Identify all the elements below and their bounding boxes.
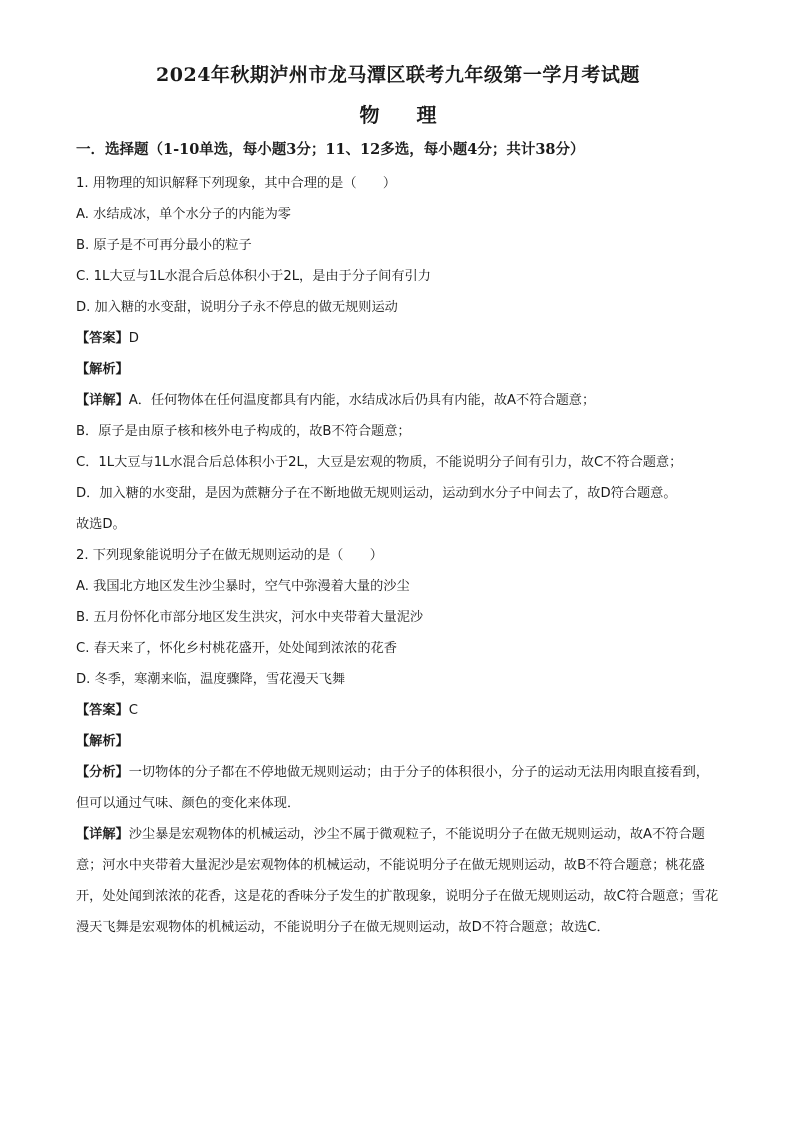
option-c: C. 1L大豆与1L水混合后总体积小于2L，是由于分子间有引力 xyxy=(76,269,431,284)
fenxi-text: 一切物体的分子都在不停地做无规则运动；由于分子的体积很小，分子的运动无法用肉眼直接看到，但可以通过气味、颜色的变化来体现． xyxy=(76,765,709,811)
option-b: B. 原子是不可再分最小的粒子 xyxy=(76,238,252,253)
detail-text-a: A．任何物体在任何温度都具有内能，水结成冰后仍具有内能，故A不符合题意； xyxy=(128,393,596,408)
detail-conclusion: 故选D。 xyxy=(76,517,126,532)
analysis-tag: 【解析】 xyxy=(76,362,129,377)
answer-tag: 【答案】 xyxy=(76,703,129,718)
subject-char-1: 物 xyxy=(359,103,380,127)
detail-line-b: B．原子是由原子核和核外电子构成的，故B不符合题意； xyxy=(76,424,411,439)
subject-char-2: 理 xyxy=(416,103,437,127)
answer-line xyxy=(76,695,720,726)
detail-line-d: D．加入糖的水变甜，是因为蔗糖分子在不断地做无规则运动，运动到水分子中间去了，故D符合题意。 xyxy=(76,486,677,501)
detail-text: 沙尘暴是宏观物体的机械运动，沙尘不属于微观粒子，不能说明分子在做无规则运动，故A不符合题意；河水中夹带着大量泥沙是宏观物体的机械运动，不能说明分子在做无规则运动，故B不符合题意；桃花盛开，处处闻到浓浓的花香，这是花的香味分子发生的扩散现象，说明分子在做无规则运动，故C符合题意；雪花漫天飞舞是宏观物体的机械运动，不能说明分子在做无规则运动，故D不符合题意；故选C． xyxy=(76,827,719,935)
detail-paragraph xyxy=(76,819,720,943)
question-stem: 1. 用物理的知识解释下列现象，其中合理的是（ ） xyxy=(76,176,397,191)
subject-heading xyxy=(76,102,720,128)
answer-line xyxy=(76,323,720,354)
option-d: D. 加入糖的水变甜，说明分子永不停息的做无规则运动 xyxy=(76,300,398,315)
fenxi-tag: 【分析】 xyxy=(76,765,129,780)
detail-line-c: C．1L大豆与1L水混合后总体积小于2L，大豆是宏观的物质，不能说明分子间有引力，故C不符合题意； xyxy=(76,455,683,470)
fenxi-paragraph xyxy=(76,757,720,819)
question-2 xyxy=(76,540,720,943)
section-heading: 一．选择题（1-10单选，每小题3分；11、12多选，每小题4分；共计38分） xyxy=(76,141,585,158)
question-1 xyxy=(76,168,720,540)
detail-tag: 【详解】 xyxy=(76,827,129,842)
option-a: A. 水结成冰，单个水分子的内能为零 xyxy=(76,207,291,222)
option-b: B. 五月份怀化市部分地区发生洪灾，河水中夹带着大量泥沙 xyxy=(76,610,424,625)
answer-tag: 【答案】 xyxy=(76,331,129,346)
detail-line-a xyxy=(76,385,720,416)
exam-title: 2024年秋期泸州市龙马潭区联考九年级第一学月考试题 xyxy=(156,64,640,86)
question-stem: 2. 下列现象能说明分子在做无规则运动的是（ ） xyxy=(76,548,383,563)
analysis-tag: 【解析】 xyxy=(76,734,129,749)
option-c: C. 春天来了，怀化乡村桃花盛开，处处闻到浓浓的花香 xyxy=(76,641,397,656)
detail-tag: 【详解】 xyxy=(76,393,129,408)
answer-value: C xyxy=(128,703,138,718)
analysis-line xyxy=(76,354,720,385)
option-d: D. 冬季，寒潮来临，温度骤降，雪花漫天飞舞 xyxy=(76,672,346,687)
analysis-line xyxy=(76,726,720,757)
answer-value: D xyxy=(128,331,139,346)
option-a: A. 我国北方地区发生沙尘暴时，空气中弥漫着大量的沙尘 xyxy=(76,579,410,594)
